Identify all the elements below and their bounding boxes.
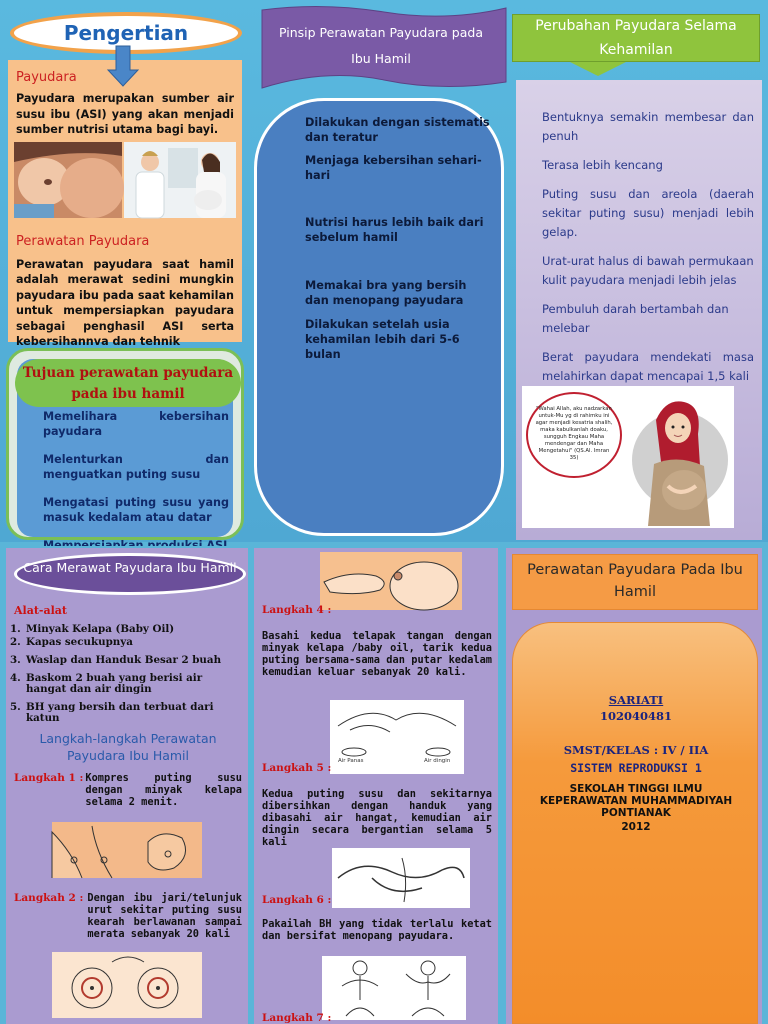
step-6-label: Langkah 6 : — [262, 894, 332, 906]
langkah-title: Langkah-langkah Perawatan Payudara Ibu Hamil — [39, 731, 217, 763]
step-2 — [14, 892, 242, 940]
alat-item: 1. Minyak Kelapa (Baby Oil) — [10, 623, 175, 635]
pengertian-title: Pengertian — [10, 12, 242, 54]
consultation-photo — [124, 142, 236, 218]
cover-card — [512, 622, 758, 1024]
hijab-mother-cartoon — [522, 386, 734, 528]
step-1 — [14, 772, 242, 808]
step-5-text: Kedua puting susu dan sekitarnya dibersihkan dengan handuk yang dibasahi air hangat, kemudian air dingin secara bergantian selama 5 kali — [262, 788, 492, 848]
step-5-illustration — [330, 700, 464, 774]
step-5-label: Langkah 5 : — [262, 762, 332, 774]
step-2-illustration — [52, 952, 202, 1018]
class-line: SMST/KELAS : IV / IIA — [563, 743, 709, 757]
perubahan-item: Urat-urat halus di bawah permukaan kulit payudara menjadi lebih jelas — [542, 254, 754, 287]
prinsip-item: Nutrisi harus lebih baik dari sebelum hamil — [305, 216, 484, 244]
prinsip-item: Dilakukan dengan sistematis dan teratur — [305, 116, 490, 144]
school-name: SEKOLAH TINGGI ILMU KEPERAWATAN MUHAMMADIYAH PONTIANAK — [539, 783, 733, 819]
tujuan-title: Tujuan perawatan payudara pada ibu hamil — [15, 359, 241, 407]
step-4-text: Basahi kedua telapak tangan dengan minyak kelapa /baby oil, tarik kedua puting bersama-sama dan putar kedalam kemudian keluar sebanyak 20 kali. — [262, 630, 492, 678]
pregnant-woman-icon — [618, 390, 732, 526]
tujuan-list — [43, 409, 229, 566]
course-name: SISTEM REPRODUKSI 1 — [570, 761, 702, 775]
perubahan-item: Bentuknya semakin membesar dan penuh — [542, 110, 754, 143]
prinsip-item: Menjaga kebersihan sehari-hari — [305, 154, 482, 182]
perubahan-item: Pembuluh darah bertambah dan melebar — [542, 302, 729, 335]
quote-bubble: "Wahai Allah, aku nadzarkan untuk-Mu yg di rahimku ini agar menjadi kesatria shalih, maka kabulkanlah doaku, sungguh Engkau Maha mendengar dan Maha Mengetahui" (QS.Al. Imran 35) — [526, 392, 622, 478]
payudara-heading: Payudara — [16, 70, 77, 85]
tujuan-item: Mengatasi puting susu yang masuk kedalam atau datar — [43, 496, 229, 524]
perubahan-list — [542, 108, 754, 396]
basin-cold-label: Air dingin — [424, 758, 451, 764]
step-1-label: Langkah 1 : — [14, 772, 84, 784]
prinsip-item: Memakai bra yang bersih dan menopang payudara — [305, 279, 467, 307]
breastfeeding-photo — [14, 142, 122, 218]
alat-list — [10, 624, 240, 731]
author-id: 102040481 — [599, 709, 672, 723]
alat-item: 2. Kapas secukupnya — [10, 636, 133, 648]
payudara-text: Payudara merupakan sumber air susu ibu (ASI) yang akan menjadi sumber nutrisi utama bagi bayi. — [16, 92, 234, 136]
step-6-illustration — [332, 848, 470, 908]
basin-hot-label: Air Panas — [338, 758, 364, 764]
langkah-panel — [254, 548, 498, 1024]
year: 2012 — [621, 821, 651, 833]
banner-pointer — [570, 62, 626, 76]
author-name: SARIATI — [608, 693, 664, 707]
step-1-text: Kompres puting susu dengan minyak kelapa selama 2 menit. — [85, 772, 242, 808]
step-2-text: Dengan ibu jari/telunjuk urut sekitar puting susu kearah berlawanan sampai merata sebanyak 20 kali — [87, 892, 242, 940]
step-6-text: Pakailah BH yang tidak terlalu ketat dan bersifat menopang payudara. — [262, 918, 492, 942]
step-2-label: Langkah 2 : — [14, 892, 84, 904]
cara-title: Cara Merawat Payudara Ibu Hamil — [14, 553, 246, 595]
alat-heading: Alat-alat — [14, 604, 68, 617]
perubahan-item: Puting susu dan areola (daerah sekitar puting susu) menjadi lebih gelap. — [542, 187, 754, 239]
step-7-label: Langkah 7 : — [262, 1012, 332, 1024]
perubahan-item: Terasa lebih kencang — [542, 158, 663, 172]
perawatan-text: Perawatan payudara saat hamil adalah merawat sedini mungkin payudara ibu pada saat kehamilan untuk mempersiapkan payudara sebagai penghasil ASI serta kebersihannva dan tehnik — [16, 257, 234, 348]
tujuan-item: Memelihara kebersihan payudara — [43, 410, 229, 438]
perubahan-title: Perubahan Payudara Selama Kehamilan — [535, 18, 737, 58]
tujuan-item: Melenturkan dan menguatkan puting susu — [43, 453, 229, 481]
perawatan-heading: Perawatan Payudara — [16, 233, 150, 249]
step-1-illustration — [52, 822, 202, 878]
alat-item: 5. BH yang bersih dan terbuat dari katun — [10, 701, 214, 724]
prinsip-oval — [254, 98, 504, 536]
prinsip-item: Dilakukan setelah usia kehamilan lebih dari 5-6 bulan — [305, 318, 460, 361]
step-4-illustration — [320, 552, 462, 610]
arrow-down-icon — [108, 46, 138, 86]
alat-item: 4. Baskom 2 buah yang berisi air hangat dan air dingin — [10, 672, 203, 695]
perubahan-item: Berat payudara mendekati masa melahirkan dapat mencapai 1,5 kali — [542, 350, 754, 383]
alat-item: 3. Waslap dan Handuk Besar 2 buah — [10, 654, 222, 666]
cover-title: Perawatan Payudara Pada Ibu Hamil — [512, 554, 758, 610]
prinsip-title: Pinsip Perawatan Payudara pada Ibu Hamil — [279, 25, 483, 66]
step-7-illustration — [322, 956, 466, 1020]
step-4-label: Langkah 4 : — [262, 604, 332, 616]
tujuan-box — [6, 348, 244, 540]
